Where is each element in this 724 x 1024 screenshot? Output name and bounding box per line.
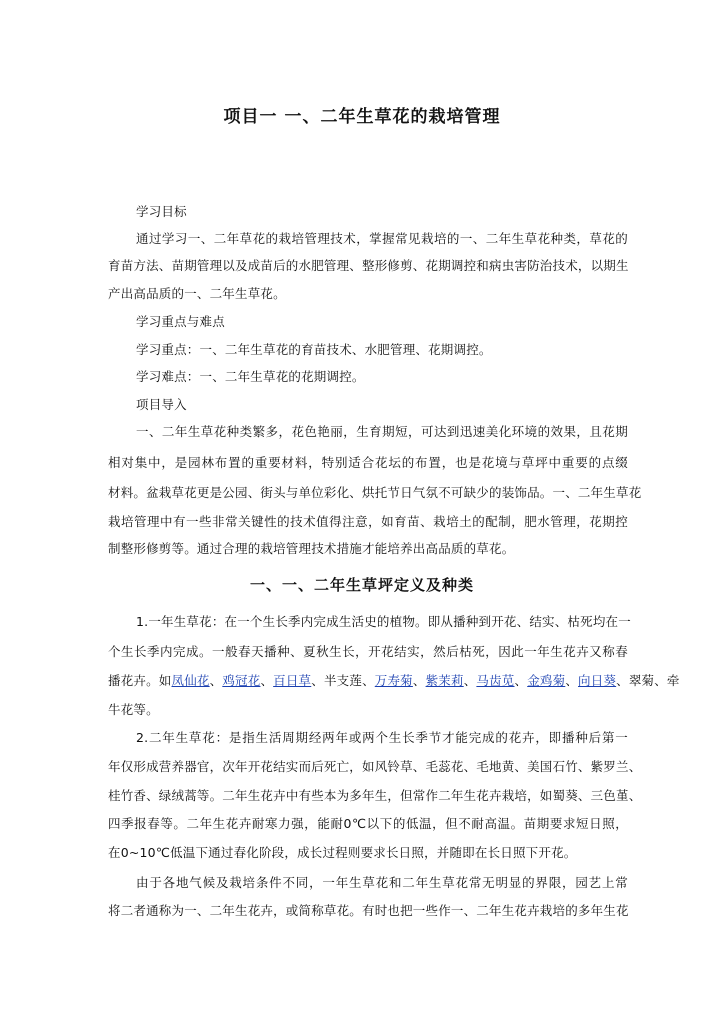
note-line-2: 将二者通称为一、二年生花卉，或简称草花。有时也把一些作一、二年生花卉栽培的多年生花 [108,903,629,918]
link-fengxianhua[interactable]: 凤仙花 [171,673,210,688]
annual-line-3: 播花卉。如凤仙花、鸡冠花、百日草、半支莲、万寿菊、紫茉莉、马齿苋、金鸡菊、向日葵、翠菊、牵 [108,673,680,688]
annual-line-4: 牛花等。 [108,702,159,717]
intro-line-1: 一、二年生草花种类繁多，花色艳丽，生育期短，可达到迅速美化环境的效果，且花期 [136,424,628,439]
annual-line-2: 个生长季内完成。一般春天播种、夏秋生长，开花结实，然后枯死，因此一年生花卉又称春 [108,644,628,659]
objectives-line-2: 育苗方法、苗期管理以及成苗后的水肥管理、整形修剪、花期调控和病虫害防治技术，以期生 [108,258,629,273]
link-bairicao[interactable]: 百日草 [273,673,312,688]
link-jinjiju[interactable]: 金鸡菊 [527,673,566,688]
intro-line-2: 相对集中，是园林布置的重要材料，特别适合花坛的布置，也是花境与草坪中重要的点缀 [108,455,628,470]
objectives-heading: 学习目标 [136,204,187,219]
focus-key-points: 学习重点：一、二年生草花的育苗技术、水肥管理、花期调控。 [136,342,492,357]
plain-banzhilian: 半支莲 [323,673,363,688]
annual-line-3-prefix: 播花卉。如 [108,673,172,688]
biennial-line-5: 在0~10℃低温下通过春化阶段，成长过程则要求长日照，并随即在长日照下开花。 [108,845,577,860]
link-machixian[interactable]: 马齿苋 [476,673,515,688]
section-heading: 一、一、二年生草坪定义及种类 [249,576,474,594]
page-title: 项目一 一、二年生草花的栽培管理 [223,107,501,127]
link-wanshouju[interactable]: 万寿菊 [374,673,413,688]
intro-heading: 项目导入 [136,397,187,412]
intro-line-5: 制整形修剪等。通过合理的栽培管理技术措施才能培养出高品质的草花。 [108,541,515,556]
link-jiguanhua[interactable]: 鸡冠花 [222,673,261,688]
intro-line-4: 栽培管理中有一些非常关键性的技术值得注意，如育苗、栽培土的配制，肥水管理，花期控 [108,514,628,529]
biennial-line-3: 桂竹香、绿绒蒿等。二年生花卉中有些本为多年生，但常作二年生花卉栽培，如蜀葵、三色堇、 [108,788,642,803]
biennial-line-1: 2.二年生草花：是指生活周期经两年或两个生长季节才能完成的花卉，即播种后第一 [136,730,628,745]
focus-heading: 学习重点与难点 [136,314,225,329]
objectives-line-1: 通过学习一、二年草花的栽培管理技术，掌握常见栽培的一、二年生草花种类，草花的 [136,231,628,246]
link-zimoli[interactable]: 紫茉莉 [425,673,464,688]
annual-line-3-suffix: 、翠菊、牵 [616,673,680,688]
biennial-line-2: 年仅形成营养器官，次年开花结实而后死亡，如风铃草、毛蕊花、毛地黄、美国石竹、紫罗兰、 [108,759,642,774]
annual-line-1: 1.一年生草花：在一个生长季内完成生活史的植物。即从播种到开花、结实、枯死均在一 [136,614,631,629]
objectives-line-3: 产出高品质的一、二年生草花。 [108,286,286,301]
biennial-line-4: 四季报春等。二年生花卉耐寒力强，能耐0℃以下的低温，但不耐高温。苗期要求短日照， [108,816,628,831]
intro-line-3: 材料。盆栽草花更是公园、街头与单位彩化、烘托节日气氛不可缺少的装饰品。一、二年生草花 [108,485,642,500]
link-xiangrikui[interactable]: 向日葵 [578,673,617,688]
focus-difficult-points: 学习难点：一、二年生草花的花期调控。 [136,369,365,384]
note-line-1: 由于各地气候及栽培条件不同，一年生草花和二年生草花常无明显的界限，园艺上常 [136,875,628,890]
